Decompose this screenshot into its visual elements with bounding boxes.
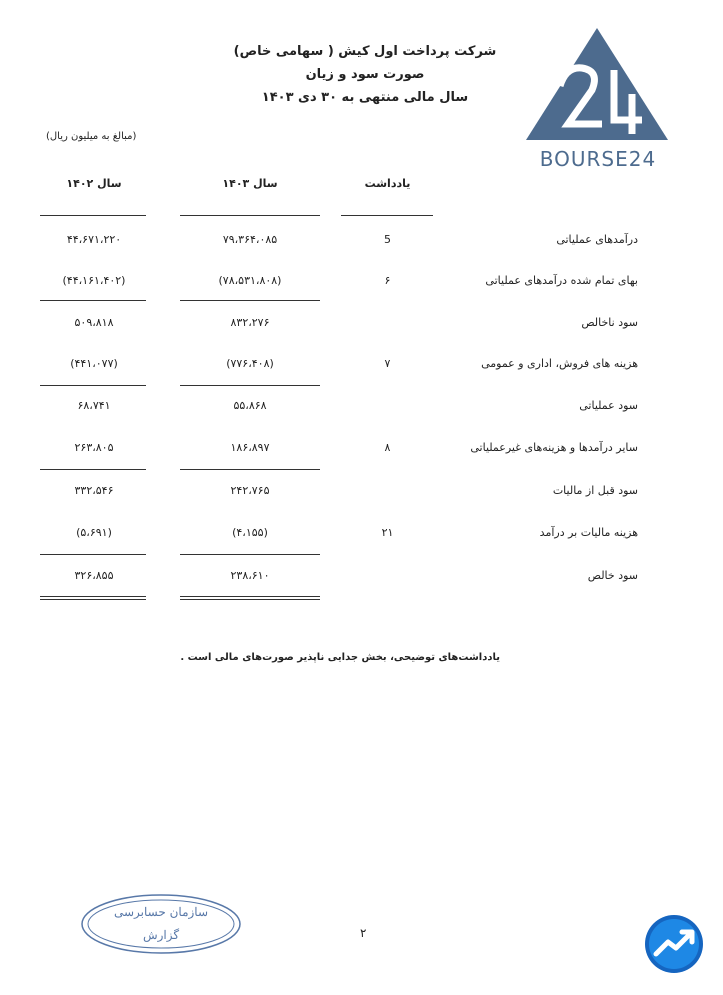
header-underline-note — [341, 215, 433, 216]
row-label: سود عملیاتی — [579, 399, 638, 412]
page-number: ۲ — [360, 926, 367, 940]
row-value-1403: ۷۹،۳۶۴،۰۸۵ — [222, 233, 278, 246]
row-value-1402: ۶۸،۷۴۱ — [77, 399, 111, 412]
header-underline-1403 — [180, 215, 320, 216]
row-value-1403: ۲۴۲،۷۶۵ — [230, 484, 270, 497]
subtotal-line-1402 — [40, 385, 146, 386]
row-value-1403: ۲۳۸،۶۱۰ — [230, 569, 270, 582]
subtotal-line-1402 — [40, 469, 146, 470]
chart-badge-icon — [644, 914, 704, 974]
row-value-1403: ۸۳۲،۲۷۶ — [230, 316, 270, 329]
row-value-1402: ۳۲۶،۸۵۵ — [74, 569, 114, 582]
table-row — [0, 274, 723, 294]
row-value-1403: ۵۵،۸۶۸ — [233, 399, 267, 412]
row-value-1402: ۵۰۹،۸۱۸ — [74, 316, 114, 329]
row-value-1403: (۷۷۶،۴۰۸) — [226, 357, 274, 370]
fiscal-period: سال مالی منتهی به ۳۰ دی ۱۴۰۳ — [261, 90, 469, 105]
stamp-text-line2: گزارش — [142, 928, 180, 942]
table-row — [0, 316, 723, 336]
subtotal-line-1403 — [180, 385, 320, 386]
column-header-note: یادداشت — [364, 177, 411, 190]
row-note: ۸ — [384, 441, 391, 454]
column-header-1402: سال ۱۴۰۲ — [66, 177, 122, 190]
table-row — [0, 569, 723, 589]
total-double-line-1403 — [180, 596, 320, 600]
subtotal-line-1402 — [40, 554, 146, 555]
stamp-text-line1: سازمان حسابرسی — [113, 905, 208, 919]
row-label: سایر درآمدها و هزینه‌های غیرعملیاتی — [470, 441, 638, 454]
subtotal-line-1402 — [40, 300, 146, 301]
subtotal-line-1403 — [180, 554, 320, 555]
table-row — [0, 526, 723, 546]
row-label: هزینه مالیات بر درآمد — [539, 526, 638, 539]
row-note: ۲۱ — [381, 526, 394, 539]
header-underline-1402 — [40, 215, 146, 216]
footnote: یادداشت‌های توضیحی، بخش جدایی ناپذیر صورت‌های مالی است . — [180, 652, 500, 663]
statement-header — [230, 40, 500, 109]
row-note: ۶ — [384, 274, 391, 287]
row-value-1403: ۱۸۶،۸۹۷ — [230, 441, 270, 454]
row-label: درآمدهای عملیاتی — [556, 233, 638, 246]
row-label: سود قبل از مالیات — [552, 484, 638, 497]
row-value-1402: ۲۶۳،۸۰۵ — [74, 441, 114, 454]
table-row — [0, 441, 723, 461]
logo-wordmark: BOURSE24 — [539, 147, 657, 171]
table-row — [0, 484, 723, 504]
table-row — [0, 233, 723, 253]
row-value-1402: (۵،۶۹۱) — [76, 526, 112, 539]
units-note: (مبالغ به میلیون ریال) — [46, 131, 137, 142]
audit-stamp — [80, 893, 242, 955]
row-value-1402: (۴۴۱،۰۷۷) — [70, 357, 118, 370]
row-value-1402: ۳۳۲،۵۴۶ — [74, 484, 114, 497]
statement-title: صورت سود و زیان — [305, 67, 425, 82]
subtotal-line-1403 — [180, 300, 320, 301]
company-name: شرکت پرداخت اول کیش ( سهامی خاص) — [233, 44, 497, 59]
row-label: سود خالص — [587, 569, 638, 582]
row-value-1403: (۷۸،۵۳۱،۸۰۸) — [218, 274, 282, 287]
row-label: سود ناخالص — [581, 316, 638, 329]
table-row — [0, 399, 723, 419]
total-double-line-1402 — [40, 596, 146, 600]
row-value-1402: (۴۴،۱۶۱،۴۰۲) — [62, 274, 126, 287]
row-value-1403: (۴،۱۵۵) — [232, 526, 268, 539]
table-row — [0, 357, 723, 377]
subtotal-line-1403 — [180, 469, 320, 470]
row-value-1402: ۴۴،۶۷۱،۲۲۰ — [66, 233, 122, 246]
row-note: ۷ — [384, 357, 391, 370]
row-label: بهای تمام شده درآمدهای عملیاتی — [485, 274, 638, 287]
row-label: هزینه های فروش، اداری و عمومی — [481, 357, 638, 370]
row-note: 5 — [384, 233, 391, 246]
column-header-1403: سال ۱۴۰۳ — [222, 177, 278, 190]
